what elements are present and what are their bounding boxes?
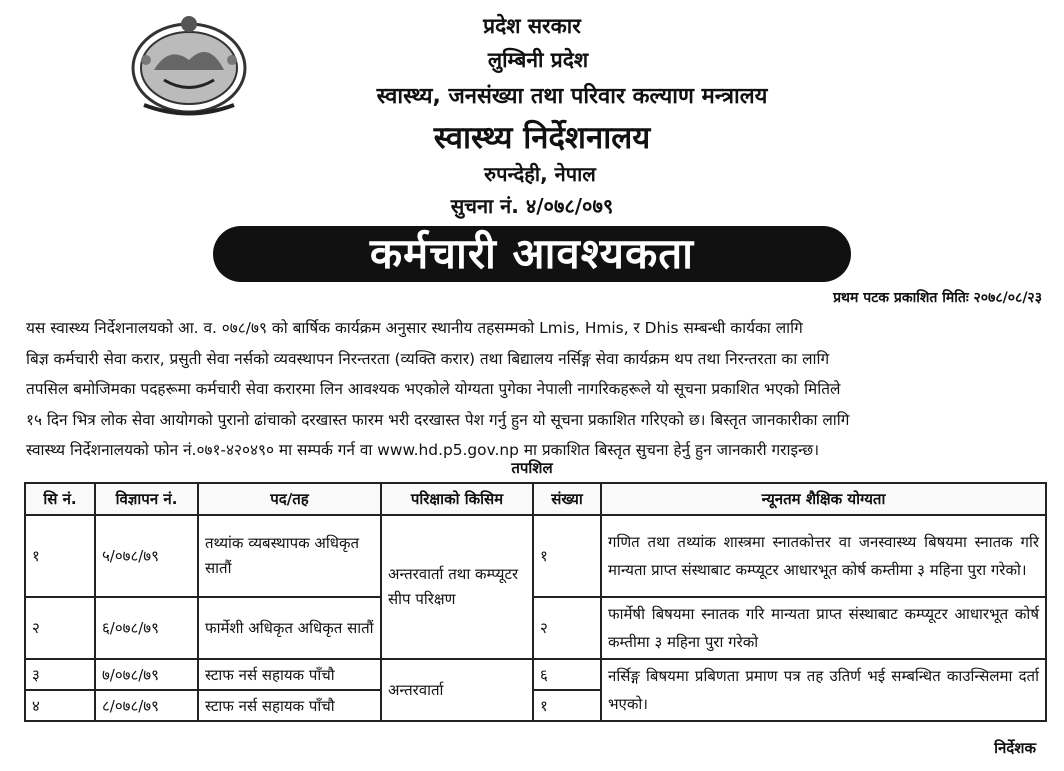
vacancy-table xyxy=(24,482,1047,722)
cell-post: फार्मेशी अधिकृत अधिकृत सातौं xyxy=(198,597,381,659)
cell-sn: ४ xyxy=(25,690,95,721)
paragraph-line: यस स्वास्थ्य निर्देशनालयको आ. व. ०७८/७९ को बार्षिक कार्यक्रम अनुसार स्थानीय तहसम्मको Lmis, Hmis, र Dhis सम्बन्धी कार्यका लागि xyxy=(26,319,803,337)
cell-count: २ xyxy=(533,597,601,659)
table-row xyxy=(25,659,1046,690)
cell-post: तथ्यांक व्यबस्थापक अधिकृत सातौं xyxy=(198,515,381,597)
cell-qualification: फार्मेषी बिषयमा स्नातक गरि मान्यता प्राप्त संस्थाबाट कम्प्यूटर आधारभूत कोर्ष कम्तीमा ३ महिना पुरा गरेको xyxy=(601,597,1046,659)
table-row xyxy=(25,515,1046,597)
cell-qualification: गणित तथा तथ्यांक शास्त्रमा स्नातकोत्तर वा जनस्वास्थ्य बिषयमा स्नातक गरि मान्यता प्राप्त संस्थाबाट कम्प्यूटर आधारभूत कोर्ष कम्तीमा ३ महिना पुरा गरेको। xyxy=(601,515,1046,597)
cell-count: ६ xyxy=(533,659,601,690)
cell-post: स्टाफ नर्स सहायक पाँचौ xyxy=(198,659,381,690)
cell-qualification: नर्सिङ्ग बिषयमा प्रबिणता प्रमाण पत्र तह उतिर्ण भई सम्बन्धित काउन्सिलमा दर्ता भएको। xyxy=(601,659,1046,721)
paragraph-line: स्वास्थ्य निर्देशनालयको फोन नं.०७१-४२०४९० मा सम्पर्क गर्न वा www.hd.p5.gov.np मा प्रकाशित बिस्तृत सुचना हेर्नु हुन जानकारी गराइन्छ। xyxy=(26,441,820,459)
cell-exam: अन्तरवार्ता तथा कम्प्यूटर सीप परिक्षण xyxy=(381,515,533,659)
header-gov: प्रदेश सरकार xyxy=(483,14,581,38)
cell-exam: अन्तरवार्ता xyxy=(381,659,533,721)
cell-sn: १ xyxy=(25,515,95,597)
cell-ad-no: ८/०७८/७९ xyxy=(95,690,198,721)
header-province: लुम्बिनी प्रदेश xyxy=(487,48,589,72)
cell-sn: २ xyxy=(25,597,95,659)
cell-count: १ xyxy=(533,515,601,597)
table-label: तपशिल xyxy=(511,459,553,477)
col-ad-no: विज्ञापन नं. xyxy=(95,483,198,515)
cell-ad-no: ७/०७८/७९ xyxy=(95,659,198,690)
col-count: संख्या xyxy=(533,483,601,515)
table-row xyxy=(25,597,1046,659)
paragraph-line: तपसिल बमोजिमका पदहरूमा कर्मचारी सेवा करारमा लिन आवश्यक भएकोले योग्यता पुगेका नेपाली नागरिकहरूले यो सूचना प्रकाशित भएको मितिले xyxy=(26,380,841,398)
header-location: रुपन्देही, नेपाल xyxy=(484,162,596,186)
col-post: पद/तह xyxy=(198,483,381,515)
col-exam: परिक्षाको किसिम xyxy=(381,483,533,515)
cell-ad-no: ५/०७८/७९ xyxy=(95,515,198,597)
paragraph-line: बिज्ञ कर्मचारी सेवा करार, प्रसुती सेवा नर्सको व्यवस्थापन निरन्तरता (व्यक्ति करार) तथा बिद्यालय नर्सिङ्ग सेवा कार्यक्रम थप तथा निरन्तरता का लागि xyxy=(26,349,830,368)
notice-paragraph xyxy=(26,313,1044,466)
col-qualification: न्यूनतम शैक्षिक योग्यता xyxy=(601,483,1046,515)
header-ministry: स्वास्थ्य, जनसंख्या तथा परिवार कल्याण मन्त्रालय xyxy=(376,84,768,109)
cell-count: १ xyxy=(533,690,601,721)
paragraph-line: १५ दिन भित्र लोक सेवा आयोगको पुरानो ढांचाको दरखास्त फारम भरी दरखास्त पेश गर्नु हुन यो सूचना प्रकाशित गरिएको छ। बिस्तृत जानकारीका लागि xyxy=(26,410,850,429)
signatory: निर्देशक xyxy=(994,739,1036,757)
publish-date: प्रथम पटक प्रकाशित मितिः २०७८/०८/२३ xyxy=(833,290,1042,306)
cell-ad-no: ६/०७८/७९ xyxy=(95,597,198,659)
cell-sn: ३ xyxy=(25,659,95,690)
header-office: स्वास्थ्य निर्देशनालय xyxy=(433,120,651,156)
notice-number: सुचना नं. ४/०७८/०७९ xyxy=(450,194,614,218)
col-sn: सि नं. xyxy=(25,483,95,515)
vacancy-banner: कर्मचारी आवश्यकता xyxy=(213,226,851,282)
table-header-row xyxy=(25,483,1046,515)
cell-post: स्टाफ नर्स सहायक पाँचौ xyxy=(198,690,381,721)
